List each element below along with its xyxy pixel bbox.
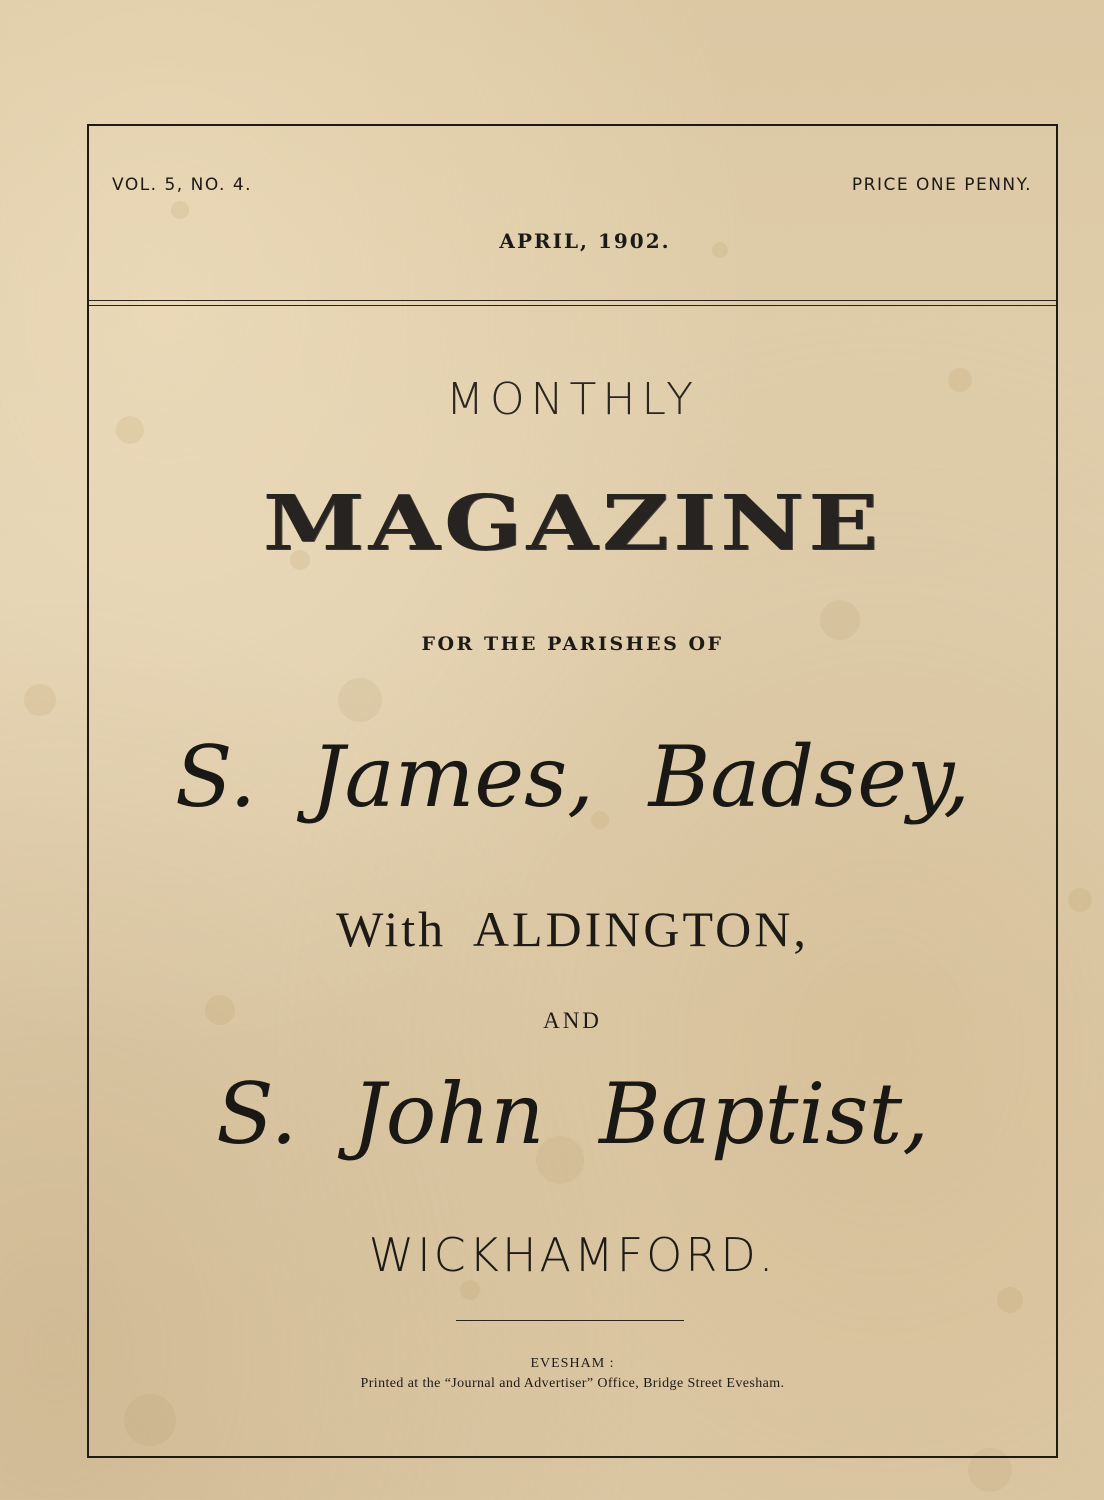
printer-credit: Printed at the “Journal and Advertiser” Office, Bridge Street Evesham. xyxy=(360,1376,785,1391)
issue-date: APRIL, 1902. xyxy=(499,229,671,253)
price-label: PRICE ONE PENNY. xyxy=(851,175,1032,195)
for-parishes-subtitle: FOR THE PARISHES OF xyxy=(421,633,724,655)
with-aldington: With ALDINGTON, xyxy=(336,901,809,957)
volume-number: VOL. 5, NO. 4. xyxy=(112,175,253,195)
wickhamford-place: WICKHAMFORD. xyxy=(368,1228,777,1282)
footer-divider xyxy=(456,1320,684,1321)
parish-st-james: S. James, Badsey, xyxy=(175,728,970,826)
header-divider xyxy=(89,300,1056,306)
printer-town: EVESHAM : xyxy=(530,1356,615,1371)
magazine-title: MAGAZINE xyxy=(262,478,883,568)
monthly-heading: MONTHLY xyxy=(445,374,700,425)
parish-st-john: S. John Baptist, xyxy=(216,1065,929,1163)
and-conjunction: AND xyxy=(543,1008,602,1033)
